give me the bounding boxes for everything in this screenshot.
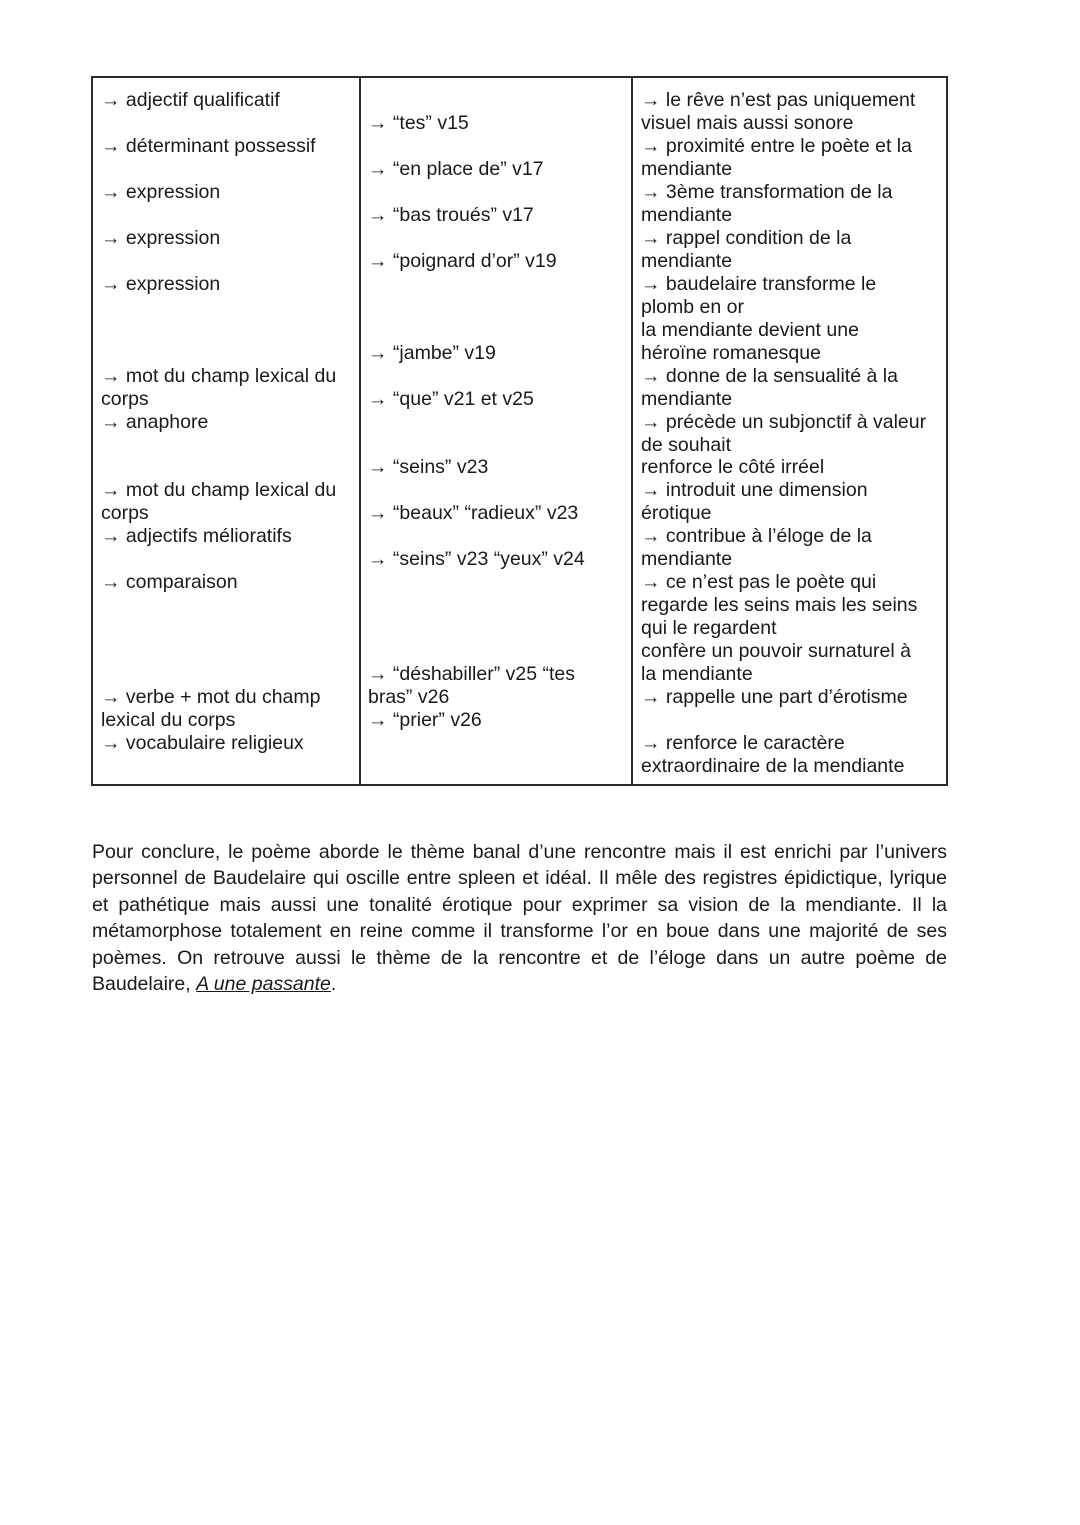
table-line: → 3ème transformation de la bbox=[641, 181, 893, 203]
conclusion-text: Pour conclure, le poème aborde le thème banal d’une rencontre mais il est enrichi par l’univers personnel de Baudelaire qui oscille entre spleen et idéal. Il mêle des registres épidictique, lyrique et pathétique mais aussi une tonalité érotique pour exprimer sa vision de la mendiante. Il la métamorphose totalement en reine comme il transforme l’or en boue dans une majorité de ses poèmes. On retrouve aussi le thème de la rencontre et de l’éloge dans un autre poème de Baudelaire, bbox=[92, 841, 947, 996]
table-line: qui le regardent bbox=[641, 617, 777, 639]
table-line: mendiante bbox=[641, 204, 733, 226]
table-cell-procedes bbox=[92, 77, 360, 785]
conclusion-paragraph bbox=[92, 839, 947, 997]
table-line: → rappelle une part d’érotisme bbox=[641, 686, 908, 708]
table-line: → “déshabiller” v25 “tes bbox=[368, 663, 575, 685]
table-line: → expression bbox=[101, 227, 221, 249]
table-line: → anaphore bbox=[101, 411, 209, 433]
table-line: la mendiante bbox=[641, 663, 753, 685]
table-line: plomb en or bbox=[641, 296, 744, 318]
table-line: érotique bbox=[641, 502, 712, 524]
table-line: bras” v26 bbox=[368, 686, 450, 708]
table-line: → rappel condition de la bbox=[641, 227, 852, 249]
table-line: → “bas troués” v17 bbox=[368, 204, 534, 226]
table-line: mendiante bbox=[641, 250, 733, 272]
table-line: → “jambe” v19 bbox=[368, 342, 496, 364]
table-line: → le rêve n’est pas uniquement bbox=[641, 89, 916, 111]
table-line: héroïne romanesque bbox=[641, 342, 821, 364]
table-line: → expression bbox=[101, 273, 221, 295]
table-line: la mendiante devient une bbox=[641, 319, 859, 341]
table-line: mendiante bbox=[641, 388, 733, 410]
table-line: → déterminant possessif bbox=[101, 135, 316, 157]
table-line: de souhait bbox=[641, 434, 731, 456]
conclusion-end: . bbox=[330, 973, 337, 996]
table-line: → proximité entre le poète et la bbox=[641, 135, 912, 157]
table-line: → “beaux” “radieux” v23 bbox=[368, 502, 579, 524]
table-line: mendiante bbox=[641, 548, 733, 570]
table-line: → précède un subjonctif à valeur bbox=[641, 411, 927, 433]
table-line: → expression bbox=[101, 181, 221, 203]
table-line: → “en place de” v17 bbox=[368, 158, 544, 180]
table-line: → “poignard d’or” v19 bbox=[368, 250, 557, 272]
table-line: corps bbox=[101, 502, 149, 524]
table-line: → verbe + mot du champ bbox=[101, 686, 321, 708]
table-line: corps bbox=[101, 388, 149, 410]
table-line: → vocabulaire religieux bbox=[101, 732, 304, 754]
table-line: → ce n’est pas le poète qui bbox=[641, 571, 877, 593]
table-line: → adjectifs mélioratifs bbox=[101, 525, 292, 547]
table-line: → “que” v21 et v25 bbox=[368, 388, 534, 410]
table-line: → adjectif qualificatif bbox=[101, 89, 280, 111]
table-line: → “tes” v15 bbox=[368, 112, 469, 134]
table-line: regarde les seins mais les seins bbox=[641, 594, 918, 616]
table-line: → mot du champ lexical du bbox=[101, 479, 337, 501]
table-line: visuel mais aussi sonore bbox=[641, 112, 854, 134]
table-line: → donne de la sensualité à la bbox=[641, 365, 898, 387]
table-line: mendiante bbox=[641, 158, 733, 180]
table-cell-citations bbox=[360, 77, 632, 785]
table-line: → “prier” v26 bbox=[368, 709, 482, 731]
table-line: renforce le côté irréel bbox=[641, 456, 825, 478]
table-line: → contribue à l’éloge de la bbox=[641, 525, 872, 547]
table-line: confère un pouvoir surnaturel à bbox=[641, 640, 911, 662]
table-line: → comparaison bbox=[101, 571, 238, 593]
table-line: → renforce le caractère bbox=[641, 732, 845, 754]
table-line: → mot du champ lexical du bbox=[101, 365, 337, 387]
table-line: → introduit une dimension bbox=[641, 479, 868, 501]
poem-title-link[interactable]: A une passante bbox=[196, 973, 331, 996]
table-line: → baudelaire transforme le bbox=[641, 273, 877, 295]
table-line: extraordinaire de la mendiante bbox=[641, 755, 905, 777]
table-line: → “seins” v23 bbox=[368, 456, 489, 478]
analysis-table bbox=[91, 76, 948, 786]
table-cell-interpretations bbox=[632, 77, 947, 785]
table-row bbox=[92, 77, 947, 785]
table-line: lexical du corps bbox=[101, 709, 236, 731]
table-line: → “seins” v23 “yeux” v24 bbox=[368, 548, 585, 570]
